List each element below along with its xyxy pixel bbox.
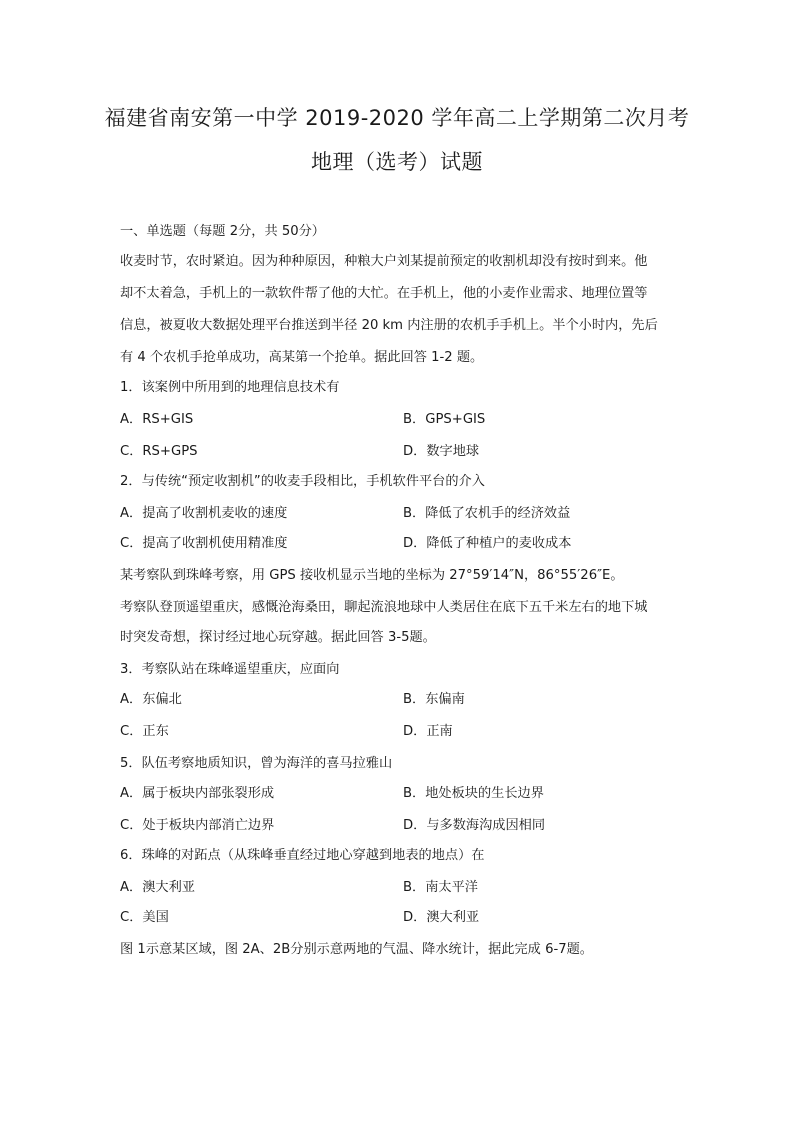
option-b: B．GPS+GIS xyxy=(403,412,486,427)
option-c: C．正东 xyxy=(120,724,169,739)
option-b: B．南太平洋 xyxy=(403,880,478,895)
document-subtitle: 地理（选考）试题 xyxy=(311,150,483,174)
option-c: C．处于板块内部消亡边界 xyxy=(120,818,275,833)
question-stem: 1．该案例中所用到的地理信息技术有 xyxy=(120,380,340,395)
section-heading: 一、单选题（每题 2分，共 50分） xyxy=(120,224,325,239)
option-a: A．提高了收割机麦收的速度 xyxy=(120,506,288,521)
option-d: D．澳大利亚 xyxy=(403,910,480,925)
option-d: D．降低了种植户的麦收成本 xyxy=(403,536,572,551)
question-stem: 2．与传统“预定收割机”的收麦手段相比，手机软件平台的介入 xyxy=(120,474,485,489)
question-stem: 6．珠峰的对跖点（从珠峰垂直经过地心穿越到地表的地点）在 xyxy=(120,848,485,863)
option-d: D．与多数海沟成因相同 xyxy=(403,818,546,833)
question-stem: 3．考察队站在珠峰遥望重庆，应面向 xyxy=(120,662,340,677)
passage1-line: 信息，被夏收大数据处理平台推送到半径 20 km 内注册的农机手手机上。半个小时内，先后 xyxy=(120,318,658,333)
option-a: A．澳大利亚 xyxy=(120,880,195,895)
option-d: D．正南 xyxy=(403,724,453,739)
passage1-line: 有 4 个农机手抢单成功，高某第一个抢单。据此回答 1-2 题。 xyxy=(120,350,484,365)
option-c: C．RS+GPS xyxy=(120,444,198,459)
option-c: C．提高了收割机使用精准度 xyxy=(120,536,288,551)
option-b: B．降低了农机手的经济效益 xyxy=(403,506,571,521)
passage1-line: 却不太着急，手机上的一款软件帮了他的大忙。在手机上，他的小麦作业需求、地理位置等 xyxy=(120,286,648,301)
option-d: D．数字地球 xyxy=(403,444,480,459)
passage2-line: 考察队登顶遥望重庆，感慨沧海桑田，聊起流浪地球中人类居住在底下五千米左右的地下城 xyxy=(120,600,648,615)
option-c: C．美国 xyxy=(120,910,169,925)
option-a: A．RS+GIS xyxy=(120,412,194,427)
question-stem: 5．队伍考察地质知识，曾为海洋的喜马拉雅山 xyxy=(120,756,393,771)
document-title: 福建省南安第一中学 2019-2020 学年高二上学期第二次月考 xyxy=(104,106,690,130)
option-b: B．地处板块的生长边界 xyxy=(403,786,544,801)
passage2-line: 时突发奇想，探讨经过地心玩穿越。据此回答 3-5题。 xyxy=(120,630,436,645)
option-a: A．属于板块内部张裂形成 xyxy=(120,786,275,801)
passage1-line: 收麦时节，农时紧迫。因为种种原因，种粮大户刘某提前预定的收割机却没有按时到来。他 xyxy=(120,254,648,269)
option-b: B．东偏南 xyxy=(403,692,465,707)
passage2-line: 某考察队到珠峰考察，用 GPS 接收机显示当地的坐标为 27°59′14″N，86°55′26″E。 xyxy=(120,568,624,583)
passage3-line: 图 1示意某区域，图 2A、2B分别示意两地的气温、降水统计，据此完成 6-7题。 xyxy=(120,942,593,957)
option-a: A．东偏北 xyxy=(120,692,182,707)
